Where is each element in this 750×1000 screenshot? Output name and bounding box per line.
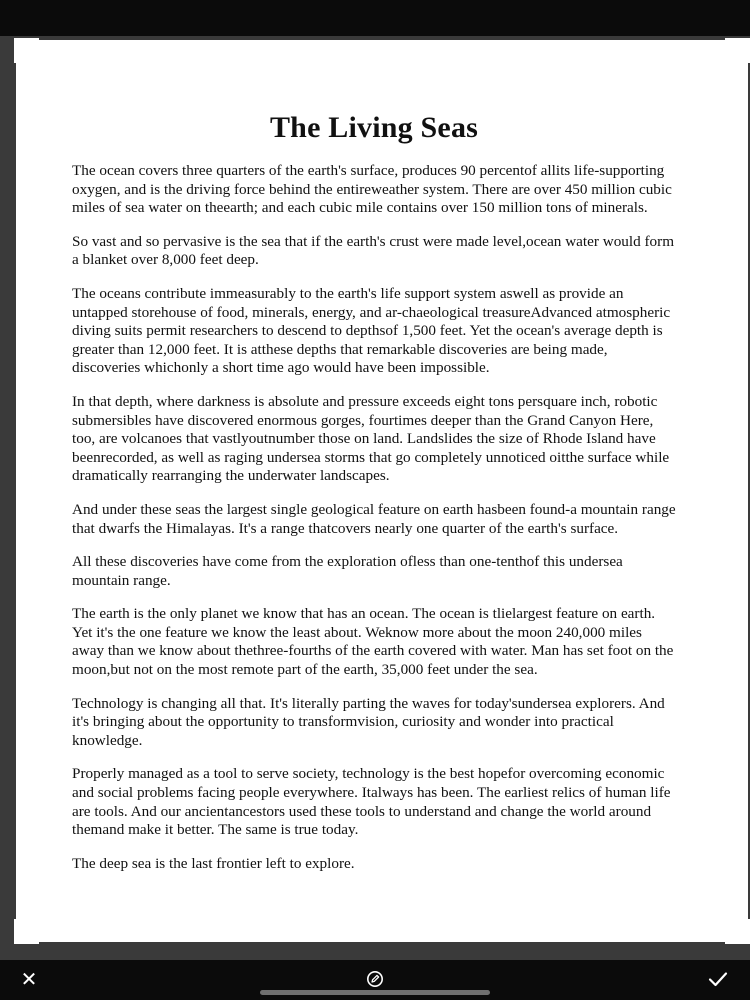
crop-handle-top-right[interactable] <box>725 38 750 63</box>
checkmark-icon <box>708 971 728 987</box>
bottom-toolbar <box>0 960 750 1000</box>
document-title: The Living Seas <box>269 111 479 144</box>
document-body <box>72 110 676 888</box>
crop-handle-bottom-left[interactable] <box>14 919 39 944</box>
scanned-page[interactable] <box>16 40 748 942</box>
crop-handle-top-left[interactable] <box>14 38 39 63</box>
crop-handle-bottom-right[interactable] <box>725 919 750 944</box>
paragraph: All these discoveries have come from the exploration ofless than one-tenthof this undersea mountain range. <box>72 553 623 589</box>
markup-button[interactable] <box>362 966 388 992</box>
confirm-button[interactable] <box>704 966 732 992</box>
paragraph: The ocean covers three quarters of the earth's surface, produces 90 percentof allits life-supporting oxygen, and is the driving force behind the entireweather system. There are over 450 million cubic miles of sea water on theearth; and each cubic mile contains over 150 million tons of minerals. <box>72 162 672 217</box>
close-icon: ✕ <box>20 967 38 991</box>
paragraph: Technology is changing all that. It's literally parting the waves for today'sundersea explorers. And it's bringing about the opportunity to transformvision, curiosity and wonder into practical knowledge. <box>72 694 665 749</box>
paragraph: The oceans contribute immeasurably to the earth's life support system aswell as provide an untapped storehouse of food, minerals, energy, and ar-chaeological treasureAdvanced atmospheric diving suits permit researchers to descend to depthsof 1,500 feet. Yet the ocean's average depth is greater than 12,000 feet. It is atthese depths that remarkable discoveries are being made, discoveries whichonly a short time ago would have been impossible. <box>72 284 671 377</box>
paragraph: In that depth, where darkness is absolute and pressure exceeds eight tons persquare inch, robotic submersibles have discovered enormous gorges, fourtimes deeper than the Grand Canyon Here, too, are volcanoes that vastlyoutnumber those on land. Landslides the size of Rhode Island have beenrecorded, as well as raging undersea storms that go completely unnoticed oitthe surface while dramatically rearranging the underwater landscapes. <box>72 392 670 485</box>
home-indicator[interactable] <box>260 990 490 995</box>
paragraph: The earth is the only planet we know that has an ocean. The ocean is tlielargest feature on earth. Yet it's the one feature we know the least about. Weknow more about the moon 240,000 miles away than we know about thethree-fourths of the earth covered with water. Man has set foot on the moon,but not on the most remote part of the earth, 35,000 feet under the sea. <box>72 605 674 679</box>
paragraph: The deep sea is the last frontier left to explore. <box>72 854 355 872</box>
paragraph: And under these seas the largest single geological feature on earth hasbeen found-a mountain range that dwarfs the Himalayas. It's a range thatcovers nearly one quarter of the earth's surface. <box>72 500 676 537</box>
close-button[interactable] <box>16 966 42 992</box>
paragraph: Properly managed as a tool to serve society, technology is the best hopefor overcoming economic and social problems facing people everywhere. Italways has been. The earliest relics of human life are tools. And our ancientancestors used these tools to understand and change the world around themand make it better. The same is true today. <box>72 765 671 839</box>
top-bar <box>0 0 750 36</box>
markup-edit-icon <box>366 970 384 988</box>
paragraph: So vast and so pervasive is the sea that if the earth's crust were made level,ocean water would form a blanket over 8,000 feet deep. <box>72 232 675 269</box>
scan-preview-frame <box>0 36 750 960</box>
